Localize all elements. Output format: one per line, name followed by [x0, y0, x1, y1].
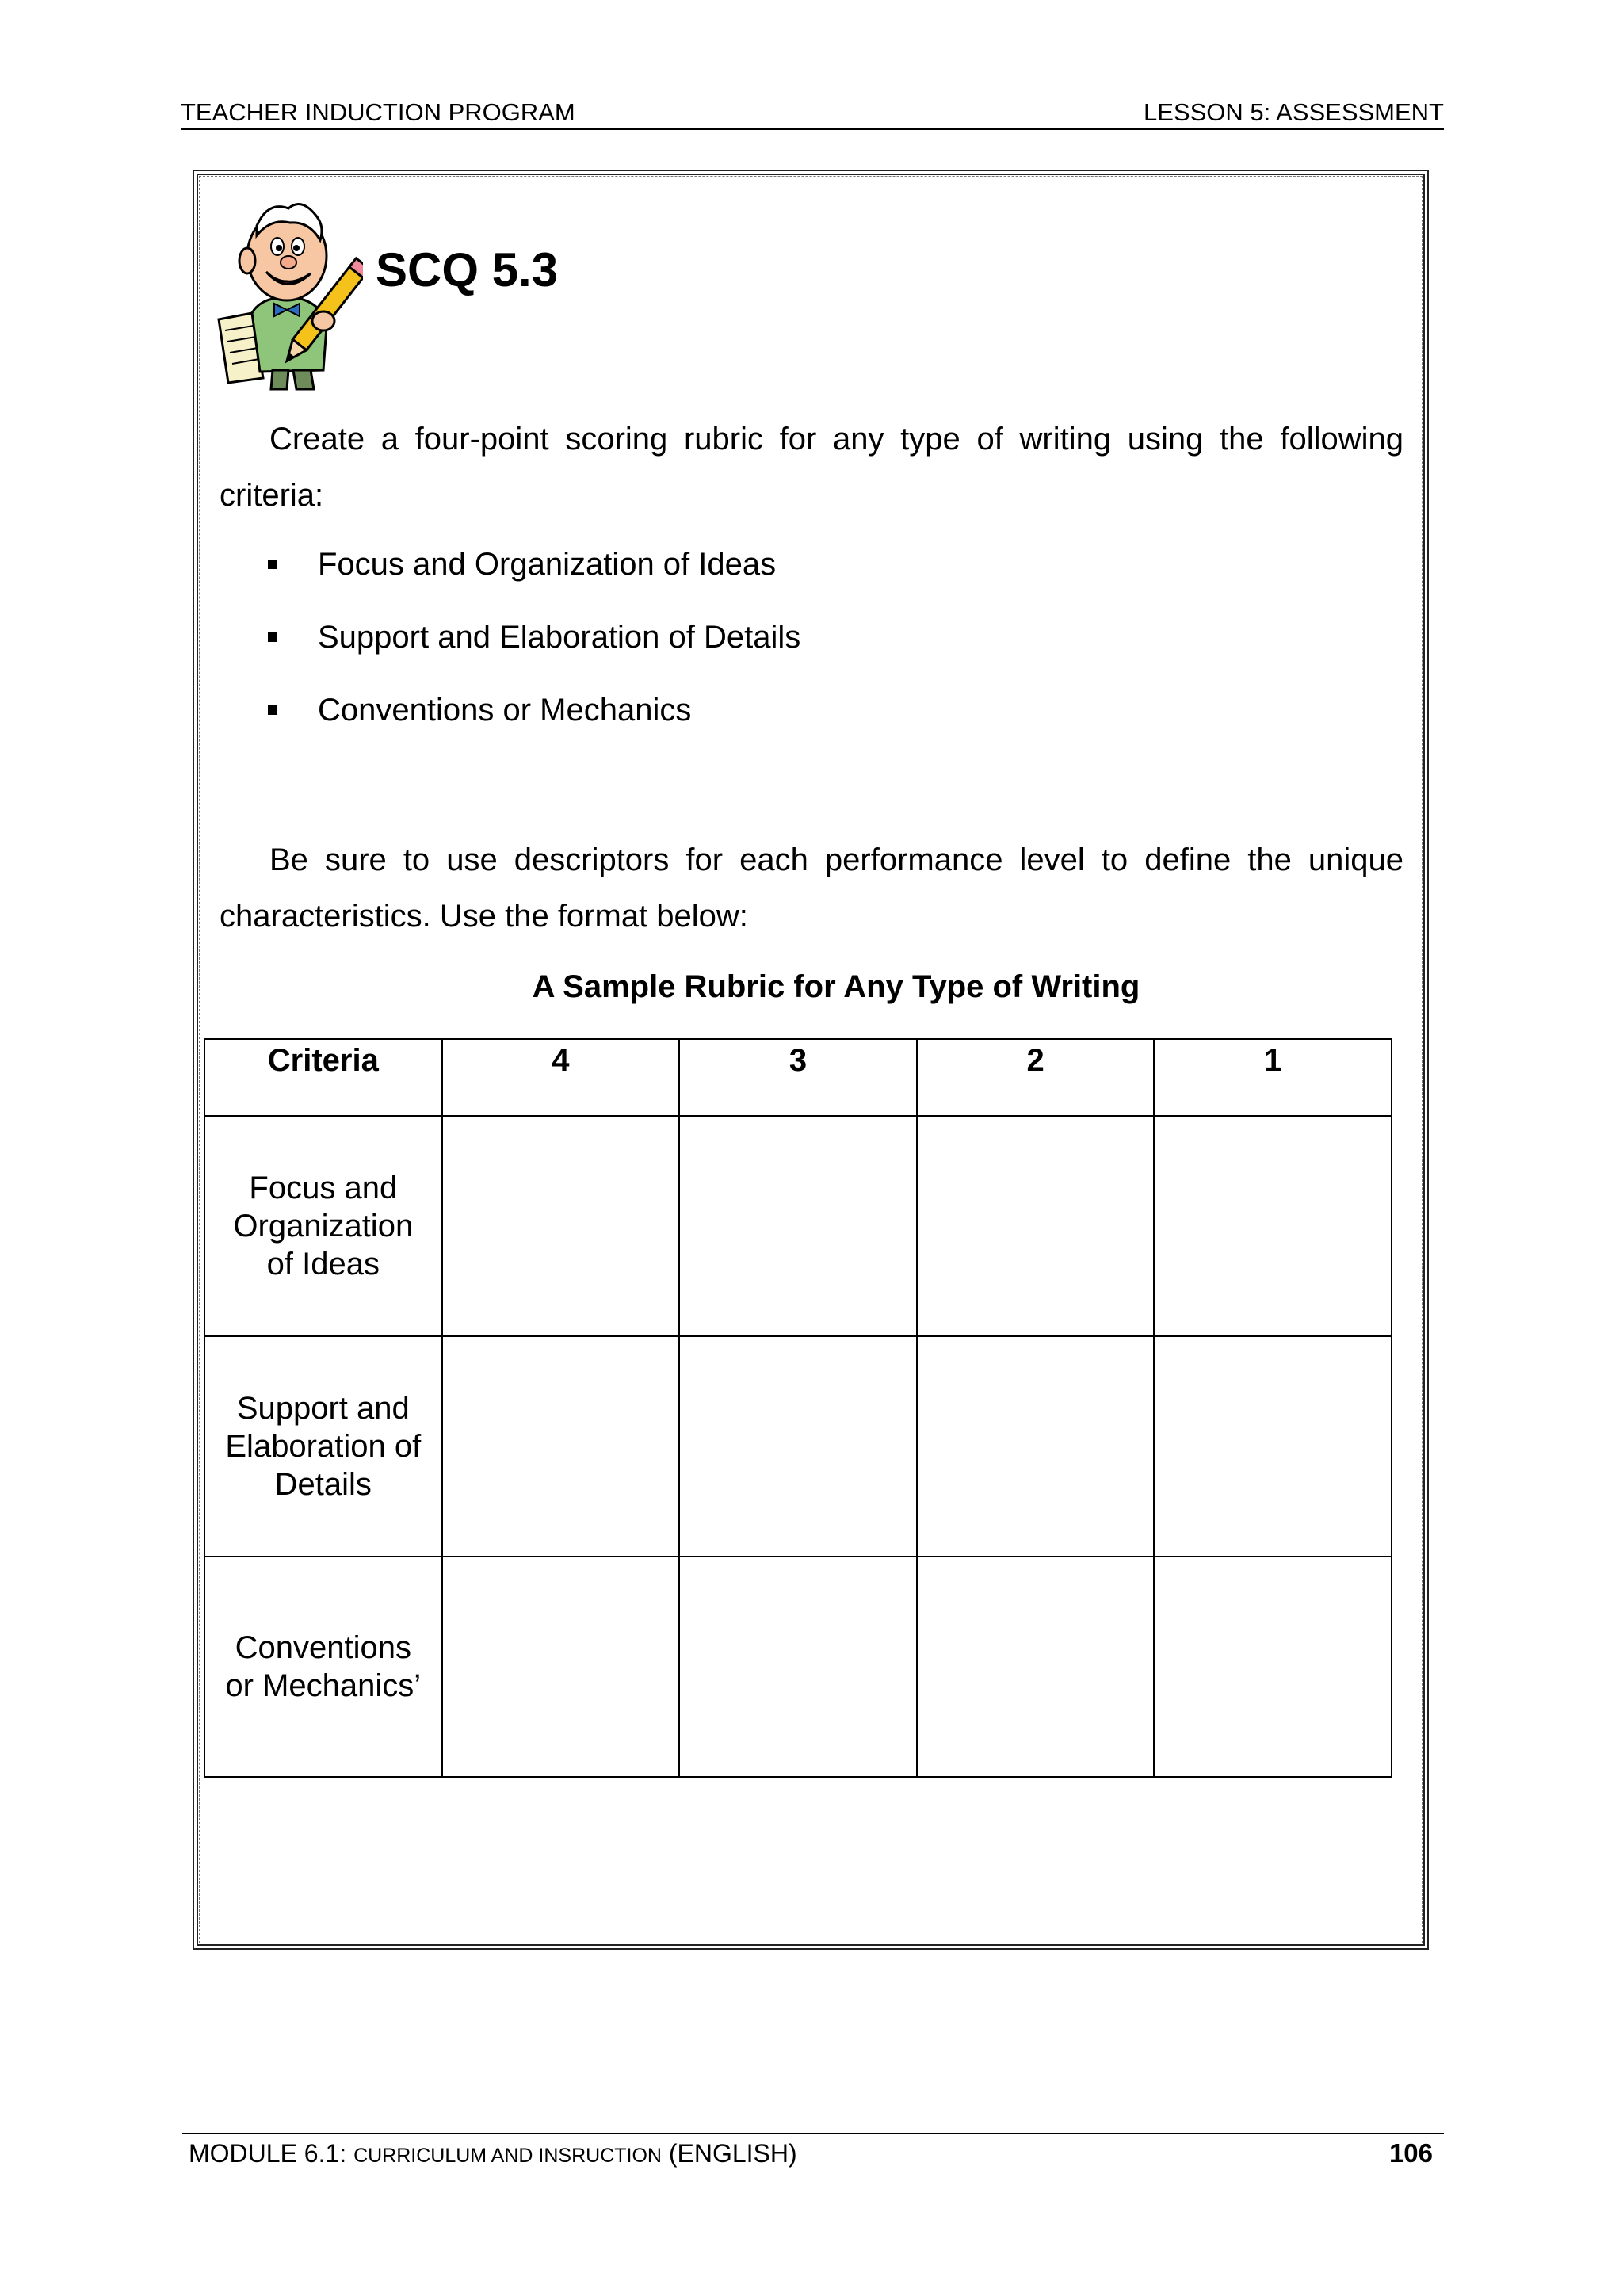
footer-module-title: MODULE 6.1: CURRICULUM AND INSRUCTION (ENGLISH): [189, 2139, 797, 2168]
list-item: [268, 609, 800, 682]
score-cell[interactable]: [442, 1336, 680, 1557]
column-header-1: 1: [1154, 1039, 1392, 1116]
table-row: [204, 1116, 1392, 1336]
rubric-caption: A Sample Rubric for Any Type of Writing: [532, 969, 1140, 1004]
header-program-title: TEACHER INDUCTION PROGRAM: [181, 98, 575, 126]
criteria-item-label: Focus and Organization of Ideas: [318, 547, 777, 582]
score-cell[interactable]: [442, 1557, 680, 1777]
table-row: [204, 1336, 1392, 1557]
criteria-item-label: Conventions or Mechanics: [318, 693, 692, 728]
criteria-cell-support: Support and Elaboration of Details: [204, 1336, 442, 1557]
intro-text: Create a four-point scoring rubric for any type of writing using the following criteria:: [220, 422, 1403, 513]
table-row: [204, 1557, 1392, 1777]
score-cell[interactable]: [1154, 1557, 1392, 1777]
page-header: [181, 97, 1444, 130]
bullet-square-icon: [268, 560, 277, 569]
score-cell[interactable]: [1154, 1336, 1392, 1557]
score-cell[interactable]: [679, 1116, 917, 1336]
list-item: [268, 682, 800, 755]
criteria-cell-conventions: Conventions or Mechanics’: [204, 1557, 442, 1777]
criteria-item-label: Support and Elaboration of Details: [318, 620, 801, 655]
column-header-4: 4: [442, 1039, 680, 1116]
score-cell[interactable]: [1154, 1116, 1392, 1336]
score-cell[interactable]: [917, 1336, 1155, 1557]
score-cell[interactable]: [917, 1116, 1155, 1336]
header-lesson-title: LESSON 5: ASSESSMENT: [1143, 98, 1444, 126]
intro-paragraph: [220, 411, 1403, 524]
score-cell[interactable]: [917, 1557, 1155, 1777]
page-number: 106: [1388, 2138, 1433, 2168]
cartoon-man-with-pencil-icon: [204, 194, 363, 392]
score-cell[interactable]: [442, 1116, 680, 1336]
rubric-table: [204, 1038, 1392, 1778]
criteria-cell-focus: Focus and Organization of Ideas: [204, 1116, 442, 1336]
column-header-3: 3: [679, 1039, 917, 1116]
criteria-list: [268, 536, 800, 755]
score-cell[interactable]: [679, 1557, 917, 1777]
followup-text: Be sure to use descriptors for each performance level to define the unique characteristics. Use the format below:: [220, 842, 1403, 934]
table-header-row: [204, 1039, 1392, 1116]
list-item: [268, 536, 800, 609]
column-header-criteria: Criteria: [204, 1039, 442, 1116]
bullet-square-icon: [268, 705, 277, 715]
score-cell[interactable]: [679, 1336, 917, 1557]
bullet-square-icon: [268, 632, 277, 642]
activity-title: SCQ 5.3: [376, 243, 559, 296]
page-footer: [182, 2133, 1444, 2171]
column-header-2: 2: [917, 1039, 1155, 1116]
followup-paragraph: [220, 832, 1403, 945]
